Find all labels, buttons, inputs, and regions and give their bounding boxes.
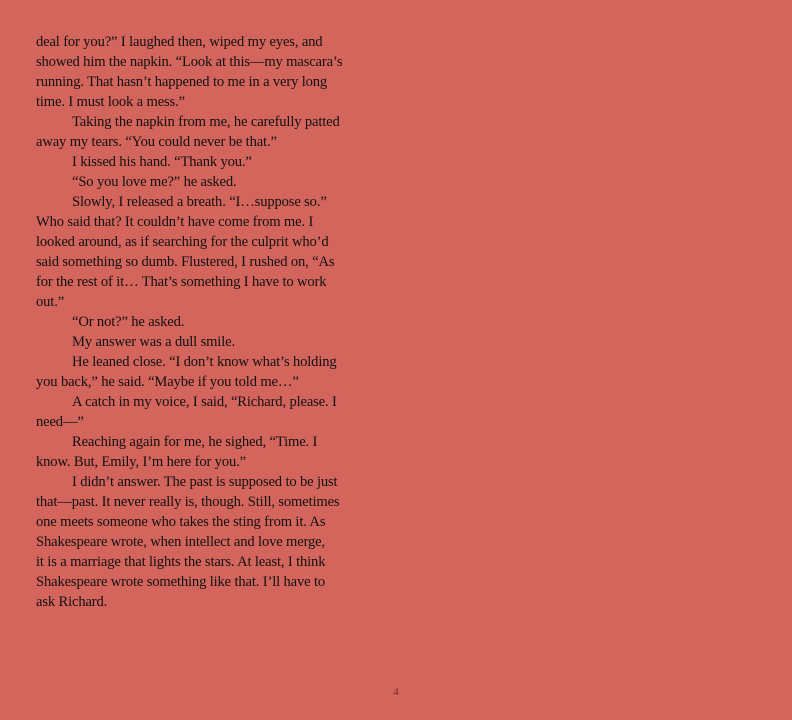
text-line: running. That hasn’t happened to me in a very long bbox=[36, 74, 328, 90]
text-line: that—past. It never really is, though. Still, sometimes bbox=[36, 494, 340, 510]
text-line: Taking the napkin from me, he carefully patted bbox=[72, 114, 340, 130]
text-line: A catch in my voice, I said, “Richard, please. I bbox=[72, 394, 337, 410]
text-line: I didn’t answer. The past is supposed to be just bbox=[72, 474, 338, 490]
text-line: He leaned close. “I don’t know what’s holding bbox=[72, 354, 337, 370]
text-line: showed him the napkin. “Look at this—my mascara’s bbox=[36, 54, 343, 70]
text-line: Who said that? It couldn’t have come from me. I bbox=[36, 214, 314, 230]
text-line: Shakespeare wrote, when intellect and love merge, bbox=[36, 534, 326, 550]
text-line: deal for you?” I laughed then, wiped my eyes, and bbox=[36, 34, 323, 50]
text-line: looked around, as if searching for the culprit who’d bbox=[36, 234, 329, 250]
text-line: Reaching again for me, he sighed, “Time. I bbox=[72, 434, 318, 450]
text-line: I kissed his hand. “Thank you.” bbox=[72, 154, 252, 170]
text-line: for the rest of it… That’s something I have to work bbox=[36, 274, 327, 290]
page-number: 4 bbox=[393, 686, 399, 698]
text-line: out.” bbox=[36, 294, 65, 310]
text-line: ask Richard. bbox=[36, 594, 108, 610]
text-line: away my tears. “You could never be that.” bbox=[36, 134, 277, 150]
text-line: “Or not?” he asked. bbox=[72, 314, 185, 330]
text-line: My answer was a dull smile. bbox=[72, 334, 235, 350]
text-line: said something so dumb. Flustered, I rushed on, “As bbox=[36, 254, 335, 270]
text-line: Shakespeare wrote something like that. I’ll have to bbox=[36, 574, 325, 590]
text-line: it is a marriage that lights the stars. At least, I think bbox=[36, 554, 326, 570]
text-line: “So you love me?” he asked. bbox=[72, 174, 237, 190]
body-text bbox=[36, 32, 366, 612]
text-line: need—” bbox=[36, 414, 84, 430]
text-line: know. But, Emily, I’m here for you.” bbox=[36, 454, 246, 470]
text-line: you back,” he said. “Maybe if you told me…” bbox=[36, 374, 299, 390]
text-line: one meets someone who takes the sting from it. As bbox=[36, 514, 326, 530]
text-line: Slowly, I released a breath. “I…suppose so.” bbox=[72, 194, 327, 210]
text-line: time. I must look a mess.” bbox=[36, 94, 185, 110]
